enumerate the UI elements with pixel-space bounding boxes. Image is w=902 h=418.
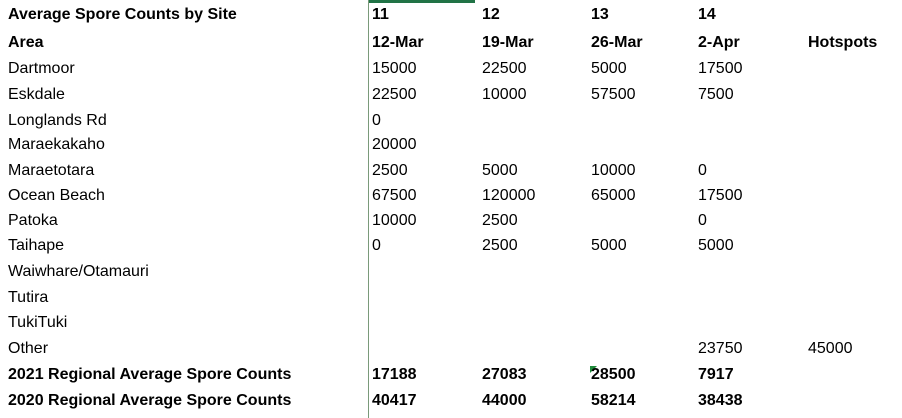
total-label[interactable]: 2020 Regional Average Spore Counts — [8, 392, 292, 409]
value-cell[interactable]: 10000 — [372, 212, 417, 229]
total-value-cell[interactable]: 27083 — [482, 366, 527, 383]
area-cell[interactable]: Dartmoor — [8, 60, 75, 77]
area-cell[interactable]: Taihape — [8, 237, 65, 254]
area-cell[interactable]: Patoka — [8, 212, 58, 229]
value-cell[interactable]: 0 — [698, 212, 707, 229]
column-gridline — [368, 0, 369, 418]
area-cell[interactable]: Eskdale — [8, 86, 65, 103]
hotspots-cell[interactable]: 45000 — [808, 340, 853, 357]
week-number-cell[interactable]: 11 — [372, 6, 389, 23]
area-cell[interactable]: Waiwhare/Otamauri — [8, 263, 149, 280]
week-number-cell[interactable]: 13 — [591, 6, 609, 23]
area-cell[interactable]: Tutira — [8, 289, 49, 306]
value-cell[interactable]: 7500 — [698, 86, 734, 103]
area-cell[interactable]: Maraekakaho — [8, 136, 105, 153]
value-cell[interactable]: 10000 — [591, 162, 636, 179]
total-value-cell[interactable]: 7917 — [698, 366, 734, 383]
hotspots-header[interactable]: Hotspots — [808, 34, 878, 51]
total-value-cell[interactable]: 40417 — [372, 392, 417, 409]
total-label[interactable]: 2021 Regional Average Spore Counts — [8, 366, 292, 383]
date-header-cell[interactable]: 12-Mar — [372, 34, 424, 51]
value-cell[interactable]: 0 — [372, 237, 381, 254]
value-cell[interactable]: 23750 — [698, 340, 743, 357]
area-cell[interactable]: TukiTuki — [8, 314, 68, 331]
week-number-cell[interactable]: 14 — [698, 6, 716, 23]
value-cell[interactable]: 22500 — [372, 86, 417, 103]
total-value-cell[interactable]: 58214 — [591, 392, 636, 409]
total-value-cell[interactable]: 28500 — [591, 366, 636, 383]
value-cell[interactable]: 57500 — [591, 86, 636, 103]
value-cell[interactable]: 2500 — [372, 162, 408, 179]
total-value-cell[interactable]: 17188 — [372, 366, 417, 383]
value-cell[interactable]: 65000 — [591, 187, 636, 204]
value-cell[interactable]: 5000 — [591, 237, 627, 254]
area-cell[interactable]: Ocean Beach — [8, 187, 105, 204]
value-cell[interactable]: 20000 — [372, 136, 417, 153]
value-cell[interactable]: 5000 — [591, 60, 627, 77]
value-cell[interactable]: 17500 — [698, 187, 743, 204]
value-cell[interactable]: 5000 — [698, 237, 734, 254]
area-header[interactable]: Area — [8, 34, 44, 51]
week-number-cell[interactable]: 12 — [482, 6, 500, 23]
area-cell[interactable]: Other — [8, 340, 49, 357]
value-cell[interactable]: 5000 — [482, 162, 518, 179]
value-cell[interactable]: 2500 — [482, 237, 518, 254]
value-cell[interactable]: 10000 — [482, 86, 527, 103]
total-value-cell[interactable]: 38438 — [698, 392, 743, 409]
value-cell[interactable]: 0 — [372, 112, 381, 129]
value-cell[interactable]: 17500 — [698, 60, 743, 77]
total-value-cell[interactable]: 44000 — [482, 392, 527, 409]
value-cell[interactable]: 67500 — [372, 187, 417, 204]
value-cell[interactable]: 15000 — [372, 60, 417, 77]
date-header-cell[interactable]: 2-Apr — [698, 34, 740, 51]
area-cell[interactable]: Longlands Rd — [8, 112, 107, 129]
date-header-cell[interactable]: 19-Mar — [482, 34, 534, 51]
value-cell[interactable]: 22500 — [482, 60, 527, 77]
value-cell[interactable]: 2500 — [482, 212, 518, 229]
area-cell[interactable]: Maraetotara — [8, 162, 95, 179]
value-cell[interactable]: 120000 — [482, 187, 536, 204]
sheet-title[interactable]: Average Spore Counts by Site — [8, 6, 237, 23]
value-cell[interactable]: 0 — [698, 162, 707, 179]
date-header-cell[interactable]: 26-Mar — [591, 34, 643, 51]
